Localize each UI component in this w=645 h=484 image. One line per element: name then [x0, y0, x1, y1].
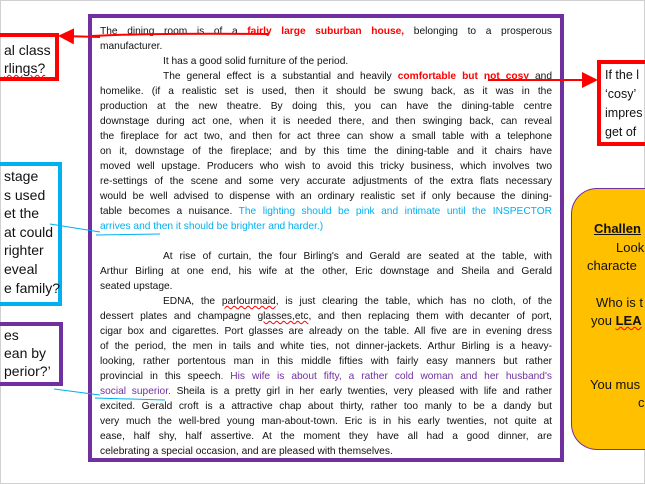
text-segment: belonging to a prosperous [404, 26, 552, 37]
text-segment: Arthur Birling at one end, his wife at the other, Eric downstage and Sheila and Gerald [100, 266, 552, 277]
text-segment: re-settings of the scene and some very accurate adjustments of the extra flats necessary [100, 176, 552, 187]
text-segment: cigar box and cigarettes. Port glasses are already on the table. All five are in evening dress [100, 326, 552, 337]
box-line: al class [4, 42, 51, 58]
box-line: ‘cosy’ [605, 87, 637, 101]
text-segment: homelike. (if a realistic set is used, then it should be swung back, as it was in the [100, 86, 552, 97]
box-line: s used [4, 186, 46, 203]
text-segment: ease, half shy, half assertive. At the moment they have all had a good dinner, are [100, 431, 552, 442]
challenge-line: characte [587, 258, 637, 273]
box-line: righter [4, 242, 44, 259]
text-segment: looking, rather portentous man in this middle fifties with fairly easy manners but rather [100, 356, 552, 367]
text-segment: of the period, the men in tails and white ties, not dinner-jackets. Arthur Birling is a heavy- [100, 341, 552, 352]
challenge-line: Look [616, 240, 645, 255]
challenge-line: You mus [590, 377, 641, 392]
underline-arrives [96, 234, 160, 235]
box-line: get of [605, 125, 637, 139]
text-segment: Sheila is a pretty girl in her early twenties, very pleased with life and rather [170, 386, 552, 397]
challenge-title: Challen [594, 221, 641, 236]
text-segment: seated upstage. [100, 281, 173, 292]
text-segment: , and then replacing them with decanter of port, [308, 311, 552, 322]
text-segment: EDNA, the [163, 296, 222, 307]
text-segment: very much the well-bred young man-about-town. Eric is in his early twenties, not quite at [100, 416, 552, 427]
box-line: perior?’ [4, 363, 51, 379]
box-line: ean by [4, 345, 47, 361]
arrow-to-lighting-box [50, 224, 100, 232]
challenge-line-bold: LEA [615, 313, 642, 328]
text-segment: moved well upstage. Producers who wish to avoid this tricky business, which involves two [100, 161, 552, 172]
text-segment: production at the new theatre. By doing this, you can have the dining-table centre [100, 101, 552, 112]
text-segment: table becomes a nuisance. [100, 206, 239, 217]
underline-fairly [92, 34, 268, 36]
challenge-line: Who is t [596, 295, 643, 310]
highlighted-text: parlourmaid [221, 296, 276, 307]
highlighted-text: The lighting should be pink and intimate until the INSPECTOR [238, 206, 552, 217]
box-line: eveal [4, 260, 38, 277]
text-segment: The dining room is of a [100, 26, 248, 37]
box-line: If the l [605, 68, 640, 82]
text-segment: on it, downstage of the fireplace; and by this time the dining-table and it chairs have [100, 146, 552, 157]
text-segment: The general effect is a substantial and heavily [163, 71, 398, 82]
box-line: stage [4, 168, 39, 184]
box-line: impres [605, 106, 643, 120]
highlighted-text: fairly large suburban house, [247, 26, 405, 37]
highlighted-text: comfortable but not cosy [397, 71, 529, 82]
challenge-line-text: you [591, 313, 616, 328]
box-line: e family? [4, 279, 61, 296]
text-segment: manufacturer. [100, 41, 163, 52]
box-line: at could [4, 223, 54, 240]
challenge-line: c [638, 395, 645, 410]
box-line: es [4, 327, 19, 343]
arrow-to-social-class-box [62, 36, 100, 37]
box-line-text: rlings? [4, 60, 46, 76]
text-segment: would be well advised to dispense with an ordinary realistic set if only because the dining- [100, 191, 552, 202]
text-segment: It has a good solid furniture of the period. [163, 56, 349, 67]
text-segment: downstage during act one, when it is needed there, and then swinging back, can reveal [100, 116, 552, 127]
text-segment: dessert plates and champagne [100, 311, 258, 322]
highlighted-text: . His wife is about fifty, a rather cold woman and her husband's [220, 371, 552, 382]
highlighted-text: glasses,etc [257, 311, 309, 322]
text-segment: , is just clearing the table, which has no cloth, of the [275, 296, 552, 307]
text-segment: At rise of curtain, the four Birling's and Gerald are seated at the table, with [163, 251, 552, 262]
text-segment: excited. Gerald croft is a attractive chap about thirty, rather too manly to be a dandy but [100, 401, 552, 412]
text-segment: celebrating a special occasion, and are pleased with themselves. [100, 446, 393, 457]
arrow-to-social-superior-box [54, 389, 100, 395]
box-line: et the [4, 205, 40, 222]
text-segment: provincial in this speech [100, 371, 221, 382]
highlighted-text: arrives and then it should be brighter and harder.) [100, 221, 324, 232]
highlighted-text: social superior. [100, 386, 171, 397]
text-segment: the fireplace for act two, and then for act three can show a small table with a telephone [100, 131, 552, 142]
text-segment: and [529, 71, 553, 82]
underline-social-superior [95, 398, 165, 400]
